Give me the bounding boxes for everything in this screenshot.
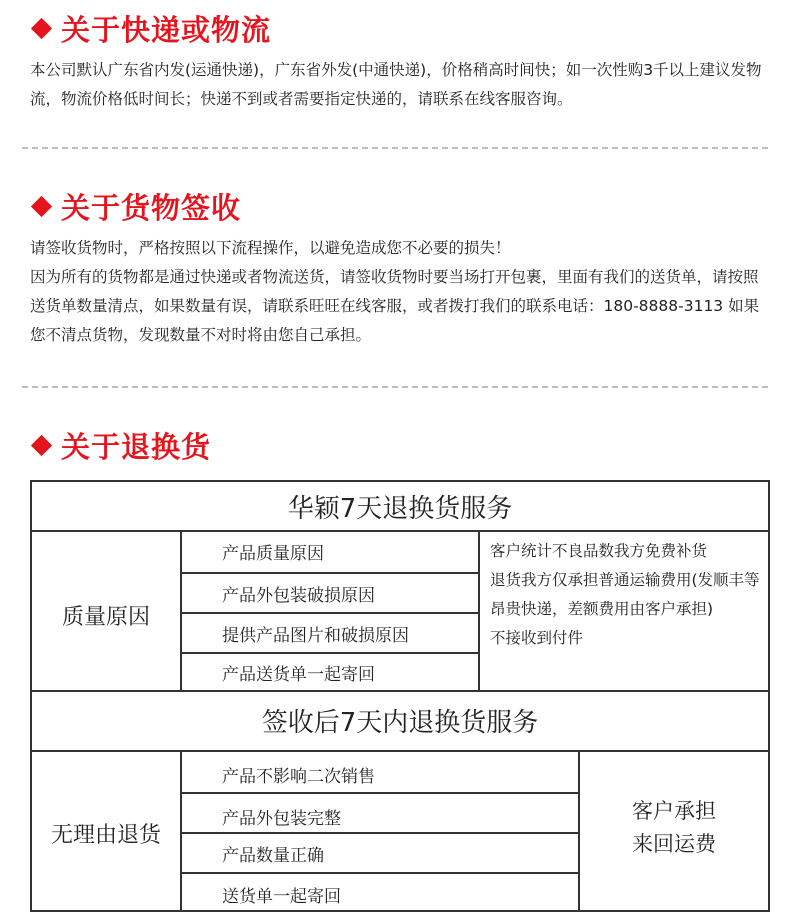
return-service-table [30,480,770,912]
table-border [180,652,478,654]
table-border [180,572,478,574]
diamond-icon [31,434,52,455]
table-border [32,530,768,532]
shipping-paragraph [30,56,770,114]
table-row-item: 产品数量正确 [222,846,324,866]
table-border [180,792,578,794]
table-border [32,690,768,692]
note-line: 退货我方仅承担普通运输费用(发顺丰等昂贵快递，差额费用由客户承担) [490,571,760,618]
table-border [180,750,182,910]
diamond-icon [31,195,52,216]
table-row-item: 产品外包装完整 [222,809,341,829]
table-row-item: 产品不影响二次销售 [222,767,375,787]
paragraph-line: 因为所有的货物都是通过快递或者物流送货，请签收货物时要当场打开包裹，里面有我们的送货单，请按照送货单数量清点，如果数量有误，请联系旺旺在线客服，或者拨打我们的联系电话：180-8888-3113 如果您不清点货物，发现数量不对时将由您自己承担。 [30,268,760,344]
table-border [180,832,578,834]
dashed-divider [22,147,768,149]
note-line: 来回运费 [632,832,716,856]
table-row-item: 提供产品图片和破损原因 [222,626,409,646]
dashed-divider [22,386,768,388]
paragraph-line: 本公司默认广东省内发(运通快递)，广东省外发(中通快递)，价格稍高时间快；如一次性购3千以上建议发物流，物流价格低时间长；快递不到或者需要指定快递的，请联系在线客服咨询。 [30,61,762,108]
section-title-text: 关于快递或物流 [61,12,272,47]
table-row-item: 产品送货单一起寄回 [222,665,375,685]
table-header-7day-service: 华颖7天退换货服务 [287,494,513,524]
freight-note [580,795,768,861]
table-row-item: 送货单一起寄回 [222,887,341,907]
diamond-icon [31,17,52,38]
table-header-post-receipt-service: 签收后7天内退换货服务 [261,708,539,738]
table-row-item: 产品质量原因 [222,544,324,564]
note-line: 客户承担 [632,799,716,823]
category-no-reason-return: 无理由退货 [50,823,161,848]
section-title-shipping [30,8,271,48]
note-line: 客户统计不良品数我方免费补货 [490,542,708,560]
paragraph-line: 请签收货物时，严格按照以下流程操作，以避免造成您不必要的损失！ [30,239,511,257]
receipt-paragraph [30,234,770,350]
table-border [180,612,478,614]
section-title-receipt [30,186,241,226]
section-title-returns [30,425,211,465]
section-title-text: 关于货物签收 [61,190,242,225]
table-border [478,530,480,690]
note-line: 不接收到付件 [490,629,584,647]
table-border [32,750,768,752]
table-border [180,872,578,874]
table-row-item: 产品外包装破损原因 [222,586,375,606]
quality-notes [490,537,762,653]
category-quality-reason: 质量原因 [61,605,150,630]
table-border [180,530,182,690]
section-title-text: 关于退换货 [61,429,212,464]
